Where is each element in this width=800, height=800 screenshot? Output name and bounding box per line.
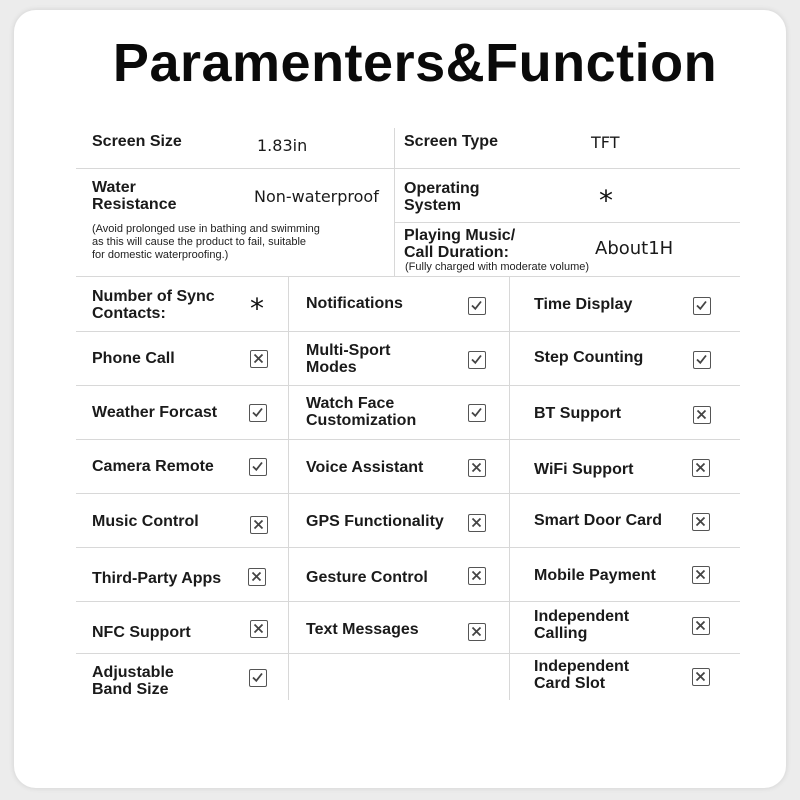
water-note <box>92 223 320 262</box>
indep-calling-label-line: Independent <box>534 608 630 625</box>
water-label-line: Water <box>92 179 136 196</box>
sync-label-line: Contacts: <box>92 305 166 322</box>
mobile-payment-label: Mobile Payment <box>534 567 656 584</box>
check-icon <box>693 351 711 369</box>
cross-icon <box>248 568 266 586</box>
band-label-line: Adjustable <box>92 664 174 681</box>
multisport-label-line: Multi-Sport <box>306 342 391 359</box>
check-icon <box>468 297 486 315</box>
sync-contacts-label <box>92 288 215 322</box>
os-label-line: System <box>404 197 461 214</box>
check-icon <box>693 297 711 315</box>
water-note-line: for domestic waterproofing.) <box>92 249 229 261</box>
multi-sport-label <box>306 342 390 376</box>
multisport-label-line: Modes <box>306 359 357 376</box>
notifications-label: Notifications <box>306 295 403 312</box>
check-icon <box>249 669 267 687</box>
cross-icon <box>468 623 486 641</box>
divider <box>76 601 740 602</box>
step-counting-label: Step Counting <box>534 349 644 366</box>
check-icon <box>249 404 267 422</box>
cross-icon <box>692 668 710 686</box>
music-control-label: Music Control <box>92 513 199 530</box>
gps-label: GPS Functionality <box>306 513 444 530</box>
screen-size-label: Screen Size <box>92 133 182 150</box>
adjustable-band-label <box>92 664 174 698</box>
sync-contacts-value: * <box>250 292 264 325</box>
divider <box>76 276 740 277</box>
music-label-line: Call Duration: <box>404 244 509 261</box>
operating-system-value: * <box>599 184 613 217</box>
check-icon <box>468 404 486 422</box>
cross-icon <box>250 350 268 368</box>
music-note: (Fully charged with moderate volume) <box>405 261 590 273</box>
independent-card-slot-label <box>534 658 629 692</box>
time-display-label: Time Display <box>534 296 633 313</box>
cross-icon <box>692 617 710 635</box>
cross-icon <box>692 459 710 477</box>
camera-remote-label: Camera Remote <box>92 458 214 475</box>
cross-icon <box>250 620 268 638</box>
text-messages-label: Text Messages <box>306 621 419 638</box>
screen-type-label: Screen Type <box>404 133 498 150</box>
water-resistance-value: Non-waterproof <box>254 187 379 206</box>
phone-call-label: Phone Call <box>92 350 175 367</box>
screen-type-value: TFT <box>591 133 620 152</box>
divider <box>394 128 395 276</box>
cross-icon <box>692 566 710 584</box>
indep-calling-label-line: Calling <box>534 625 588 642</box>
voice-assistant-label: Voice Assistant <box>306 459 424 476</box>
indep-card-label-line: Independent <box>534 658 630 675</box>
cross-icon <box>468 514 486 532</box>
water-label-line: Resistance <box>92 196 177 213</box>
cross-icon <box>250 516 268 534</box>
divider <box>76 385 740 386</box>
music-duration-value: About1H <box>595 238 674 259</box>
smart-door-card-label: Smart Door Card <box>534 512 663 529</box>
divider <box>288 276 289 700</box>
water-note-line: (Avoid prolonged use in bathing and swimming <box>92 223 320 235</box>
watch-face-label <box>306 395 416 429</box>
divider <box>509 276 510 700</box>
cross-icon <box>468 567 486 585</box>
wifi-support-label: WiFi Support <box>534 461 634 478</box>
indep-card-label-line: Card Slot <box>534 675 606 692</box>
check-icon <box>468 351 486 369</box>
page-title: Paramenters&Function <box>112 33 718 93</box>
weather-label: Weather Forcast <box>92 404 218 421</box>
bt-support-label: BT Support <box>534 405 622 422</box>
water-resistance-label <box>92 179 177 213</box>
cross-icon <box>468 459 486 477</box>
cross-icon <box>693 406 711 424</box>
music-duration-label <box>404 227 515 261</box>
nfc-support-label: NFC Support <box>92 624 191 641</box>
divider <box>76 331 740 332</box>
band-label-line: Band Size <box>92 681 169 698</box>
operating-system-label <box>404 180 480 214</box>
divider <box>76 168 740 169</box>
watchface-label-line: Watch Face <box>306 395 395 412</box>
sync-label-line: Number of Sync <box>92 288 215 305</box>
independent-calling-label <box>534 608 629 642</box>
screen-size-value: 1.83in <box>257 136 308 155</box>
divider <box>76 653 740 654</box>
check-icon <box>249 458 267 476</box>
gesture-control-label: Gesture Control <box>306 569 428 586</box>
os-label-line: Operating <box>404 180 480 197</box>
divider <box>76 439 740 440</box>
watchface-label-line: Customization <box>306 412 417 429</box>
music-label-line: Playing Music/ <box>404 227 516 244</box>
water-note-line: as this will cause the product to fail, suitable <box>92 236 307 248</box>
third-party-apps-label: Third-Party Apps <box>92 570 222 587</box>
divider <box>76 493 740 494</box>
cross-icon <box>692 513 710 531</box>
divider <box>76 547 740 548</box>
divider <box>394 222 740 223</box>
